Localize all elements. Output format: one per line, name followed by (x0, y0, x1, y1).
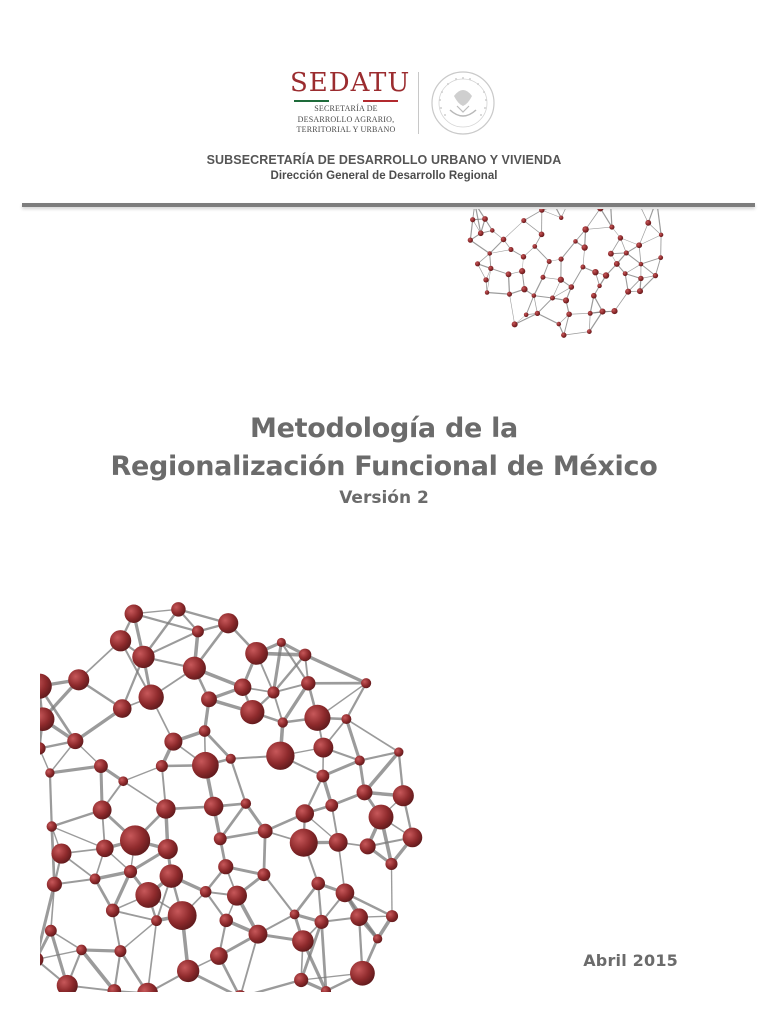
network-node (266, 742, 294, 770)
network-node (76, 945, 87, 956)
network-node (658, 255, 663, 260)
network-node (636, 242, 642, 248)
network-edge (231, 759, 246, 804)
network-node (93, 801, 112, 820)
network-node (350, 908, 368, 926)
network-edge (475, 209, 481, 233)
network-edge (470, 220, 472, 240)
tricolor-green (294, 100, 329, 102)
network-node (355, 755, 365, 765)
network-edge (470, 240, 489, 253)
network-edge (534, 296, 538, 314)
network-node (608, 251, 614, 257)
network-node (478, 230, 484, 236)
network-node (299, 649, 312, 662)
network-edge (571, 267, 583, 287)
network-node (210, 947, 228, 965)
network-node (468, 238, 473, 243)
network-edge (655, 258, 660, 276)
sedatu-sub-line: DESARROLLO AGRARIO, (297, 114, 395, 124)
network-edge (589, 313, 590, 331)
network-node (394, 747, 403, 756)
network-node (94, 759, 108, 773)
network-node (597, 284, 601, 288)
network-edge (586, 227, 612, 229)
document-title-line2: Regionalización Funcional de México (110, 451, 658, 482)
network-node (532, 244, 537, 249)
network-node (311, 877, 325, 891)
logo-divider (418, 72, 419, 134)
network-node (563, 297, 569, 303)
network-node (519, 268, 525, 274)
network-node (393, 785, 414, 806)
sedatu-sub-line: SECRETARÍA DE (314, 104, 378, 113)
network-edge (535, 246, 549, 261)
network-edge (564, 332, 590, 336)
network-node (638, 276, 643, 281)
network-node (623, 271, 628, 276)
sedatu-sub-line: TERRITORIAL Y URBANO (296, 125, 396, 134)
network-node (168, 901, 197, 930)
network-node (267, 686, 279, 698)
network-nodes (40, 602, 422, 992)
network-node (561, 332, 566, 337)
network-node (521, 254, 526, 259)
network-edge (487, 292, 509, 294)
network-node (45, 768, 54, 777)
network-node (290, 829, 318, 857)
network-edge (134, 614, 198, 632)
network-node (192, 752, 219, 779)
network-node (199, 725, 211, 737)
network-edge (305, 655, 366, 683)
network-node (139, 685, 164, 710)
network-node (357, 784, 373, 800)
network-node (490, 228, 495, 233)
network-node (245, 642, 268, 665)
network-node (508, 247, 513, 252)
network-edge (148, 921, 157, 992)
network-node (645, 220, 651, 226)
network-nodes (468, 209, 664, 338)
network-edge (240, 980, 301, 992)
network-node (639, 262, 644, 267)
network-node (160, 864, 183, 887)
network-node (114, 945, 126, 957)
network-edge (509, 274, 510, 294)
network-edge (524, 221, 542, 235)
network-node (360, 838, 376, 854)
network-node (540, 275, 545, 280)
publication-date: Abril 2015 (583, 951, 678, 970)
network-node (90, 873, 101, 884)
network-node (507, 292, 512, 297)
network-node (40, 674, 52, 699)
network-node (482, 216, 488, 222)
network-node (550, 296, 555, 301)
network-node (258, 824, 273, 839)
network-node (164, 733, 182, 751)
network-node (124, 865, 137, 878)
title-block (0, 410, 768, 510)
network-node (204, 797, 224, 817)
network-node (350, 961, 375, 986)
network-node (120, 825, 150, 855)
network-edge (509, 294, 514, 324)
network-node (588, 311, 593, 316)
network-edge (537, 313, 558, 324)
network-edge (264, 875, 295, 915)
network-edge (534, 296, 553, 298)
mexico-coat-of-arms-seal-icon (430, 70, 496, 136)
network-node (219, 914, 233, 928)
network-node (547, 259, 552, 264)
network-node (292, 930, 314, 952)
network-node (240, 700, 264, 724)
network-node (488, 266, 493, 271)
network-node (637, 288, 643, 294)
network-node (135, 882, 161, 908)
network-edge (346, 683, 366, 719)
network-edge (123, 766, 162, 781)
network-node (559, 216, 563, 220)
network-node (521, 286, 527, 292)
network-node (653, 273, 658, 278)
network-node (177, 960, 199, 982)
network-node (336, 884, 355, 903)
network-node (151, 915, 162, 926)
network-node (403, 828, 423, 848)
tricolor-white (329, 100, 364, 102)
network-node (156, 799, 175, 818)
network-node (156, 760, 168, 772)
network-node (314, 915, 328, 929)
network-edge (50, 773, 52, 827)
network-node (535, 311, 540, 316)
network-edge (564, 314, 569, 335)
network-node (57, 975, 78, 992)
network-node (512, 321, 518, 327)
network-edges (40, 609, 412, 992)
network-edge (40, 950, 82, 960)
network-node (132, 646, 154, 668)
network-node (659, 233, 663, 237)
network-node (158, 839, 178, 859)
network-node (218, 613, 238, 633)
network-edge (641, 264, 655, 276)
network-node (539, 209, 544, 213)
network-node (214, 832, 227, 845)
network-node (234, 679, 251, 696)
network-node (341, 714, 351, 724)
network-node (501, 237, 507, 243)
tricolor-red (363, 100, 398, 102)
document-version: Versión 2 (339, 488, 429, 508)
network-node (609, 224, 614, 229)
sedatu-wordmark: SEDATU (290, 68, 411, 98)
network-edge (526, 296, 534, 315)
network-edge (82, 950, 115, 991)
network-node (241, 798, 252, 809)
network-node (558, 277, 564, 283)
network-node (110, 630, 131, 651)
header-subsecretaria: SUBSECRETARÍA DE DESARROLLO URBANO Y VIVIENDA (206, 153, 562, 167)
tricolor-rule (294, 100, 398, 102)
network-node (304, 705, 330, 731)
network-node (316, 770, 329, 783)
network-edge (50, 766, 101, 773)
network-node (475, 261, 480, 266)
network-node (227, 886, 247, 906)
network-node (582, 226, 588, 232)
network-node (45, 925, 57, 937)
network-node (278, 717, 288, 727)
network-node (106, 904, 120, 918)
network-edge (626, 253, 641, 264)
network-node (521, 218, 526, 223)
network-node (532, 293, 537, 298)
network-node (506, 271, 512, 277)
network-node (385, 858, 397, 870)
network-node (618, 235, 623, 240)
network-edge (641, 258, 661, 264)
network-sphere-icon (40, 590, 440, 992)
network-node (192, 625, 204, 637)
network-node (68, 669, 89, 690)
network-edge (600, 209, 612, 227)
network-node (218, 859, 233, 874)
network-node (592, 269, 598, 275)
network-node (226, 754, 236, 764)
network-node (485, 290, 489, 294)
network-edge (615, 292, 629, 311)
network-node (369, 805, 394, 830)
network-node (67, 733, 83, 749)
network-node (51, 844, 71, 864)
sedatu-logo (290, 68, 510, 148)
network-node (580, 265, 585, 270)
network-edge (534, 277, 543, 295)
sedatu-subtitle (290, 104, 402, 136)
network-node (483, 277, 488, 282)
network-edge (586, 209, 601, 229)
network-node (386, 910, 398, 922)
network-node (569, 284, 575, 290)
network-node (587, 329, 592, 334)
network-edge (625, 264, 641, 274)
network-node (296, 804, 315, 823)
header-direccion: Dirección General de Desarrollo Regional (270, 170, 498, 182)
network-node (294, 973, 308, 987)
network-node (557, 322, 562, 327)
network-node (96, 840, 114, 858)
network-node (47, 821, 57, 831)
network-node (599, 308, 605, 314)
network-node (201, 691, 217, 707)
network-node (539, 231, 545, 237)
network-node (183, 657, 206, 680)
network-node (257, 868, 270, 881)
network-node (603, 272, 609, 278)
network-node (470, 217, 475, 222)
network-node (277, 638, 286, 647)
network-node (301, 676, 315, 690)
network-node (200, 886, 212, 898)
network-node (113, 699, 132, 718)
network-edge (552, 287, 571, 298)
header-divider (22, 203, 755, 207)
network-edge (524, 210, 542, 220)
network-edge (537, 298, 552, 313)
network-node (373, 934, 382, 943)
network-edges (470, 209, 661, 335)
network-node (361, 678, 371, 688)
network-node (524, 312, 529, 317)
network-edge (220, 804, 246, 839)
network-edge (391, 864, 392, 916)
network-node (118, 776, 128, 786)
network-node (290, 909, 300, 919)
network-node (611, 308, 617, 314)
network-node (40, 742, 46, 754)
network-edge (561, 241, 575, 259)
network-sphere-icon (455, 209, 675, 349)
network-node (325, 799, 338, 812)
network-node (614, 261, 620, 267)
network-node (329, 833, 348, 852)
network-node (558, 256, 563, 261)
document-title-line1: Metodología de la (250, 413, 518, 444)
network-node (582, 244, 588, 250)
network-node (313, 738, 333, 758)
network-node (249, 925, 268, 944)
header-text (0, 152, 768, 184)
network-node (566, 311, 572, 317)
network-edge (569, 313, 590, 314)
network-node (624, 250, 629, 255)
network-node (125, 604, 144, 623)
network-edge (543, 261, 549, 277)
network-node (47, 877, 62, 892)
network-edge (504, 221, 524, 240)
network-node (487, 251, 491, 255)
network-node (171, 602, 185, 616)
network-edge (120, 921, 156, 951)
network-node (625, 289, 631, 295)
network-node (573, 239, 578, 244)
network-node (591, 293, 597, 299)
